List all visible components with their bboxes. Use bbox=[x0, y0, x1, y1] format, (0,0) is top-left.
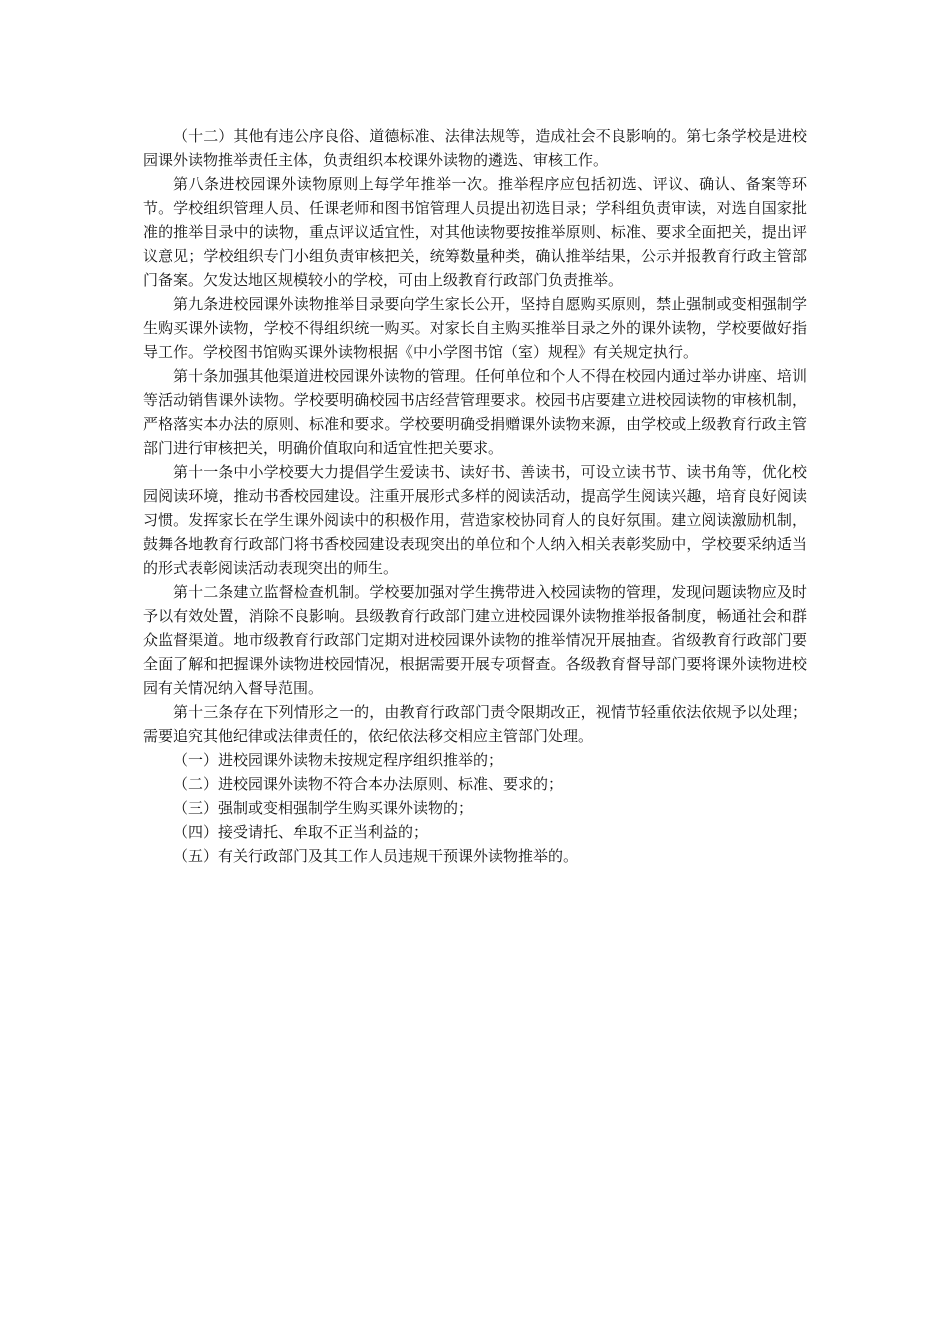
paragraph-item-12-and-article-7: （十二）其他有违公序良俗、道德标准、法律法规等，造成社会不良影响的。第七条学校是进校园课外读物推举责任主体，负责组织本校课外读物的遴选、审核工作。 bbox=[143, 127, 807, 169]
paragraph-article-12: 第十二条建立监督检查机制。学校要加强对学生携带进入校园读物的管理，发现问题读物应及时予以有效处置，消除不良影响。县级教育行政部门建立进校园课外读物推举报备制度，畅通社会和群众监督渠道。地市级教育行政部门定期对进校园课外读物的推举情况开展抽查。省级教育行政部门要全面了解和把握课外读物进校园情况，根据需要开展专项督查。各级教育督导部门要将课外读物进校园有关情况纳入督导范围。 bbox=[143, 583, 807, 697]
paragraph-article-9: 第九条进校园课外读物推举目录要向学生家长公开，坚持自愿购买原则，禁止强制或变相强制学生购买课外读物，学校不得组织统一购买。对家长自主购买推举目录之外的课外读物，学校要做好指导工作。学校图书馆购买课外读物根据《中小学图书馆（室）规程》有关规定执行。 bbox=[143, 295, 807, 361]
paragraph-article-13: 第十三条存在下列情形之一的，由教育行政部门责令限期改正，视情节轻重依法依规予以处理；需要追究其他纪律或法律责任的，依纪依法移交相应主管部门处理。 bbox=[143, 703, 807, 745]
list-item: （一）进校园课外读物未按规定程序组织推举的； bbox=[173, 751, 504, 769]
list-item: （五）有关行政部门及其工作人员违规干预课外读物推举的。 bbox=[173, 847, 579, 865]
list-item: （四）接受请托、牟取不正当利益的； bbox=[173, 823, 429, 841]
list-item: （二）进校园课外读物不符合本办法原则、标准、要求的； bbox=[173, 775, 564, 793]
document-body bbox=[143, 124, 807, 868]
paragraph-article-8: 第八条进校园课外读物原则上每学年推举一次。推举程序应包括初选、评议、确认、备案等环节。学校组织管理人员、任课老师和图书馆管理人员提出初选目录；学科组负责审读，对选自国家批准的推举目录中的读物，重点评议适宜性，对其他读物要按推举原则、标准、要求全面把关，提出评议意见；学校组织专门小组负责审核把关，统筹数量种类，确认推举结果，公示并报教育行政主管部门备案。欠发达地区规模较小的学校，可由上级教育行政部门负责推举。 bbox=[143, 175, 807, 289]
paragraph-article-11: 第十一条中小学校要大力提倡学生爱读书、读好书、善读书，可设立读书节、读书角等，优化校园阅读环境，推动书香校园建设。注重开展形式多样的阅读活动，提高学生阅读兴趣，培育良好阅读习惯。发挥家长在学生课外阅读中的积极作用，营造家校协同育人的良好氛围。建立阅读激励机制，鼓舞各地教育行政部门将书香校园建设表现突出的单位和个人纳入相关表彰奖励中，学校要采纳适当的形式表彰阅读活动表现突出的师生。 bbox=[143, 463, 807, 577]
paragraph-article-10: 第十条加强其他渠道进校园课外读物的管理。任何单位和个人不得在校园内通过举办讲座、培训等活动销售课外读物。学校要明确校园书店经营管理要求。校园书店要建立进校园读物的审核机制，严格落实本办法的原则、标准和要求。学校要明确受捐赠课外读物来源，由学校或上级教育行政主管部门进行审核把关，明确价值取向和适宜性把关要求。 bbox=[143, 367, 807, 457]
list-item: （三）强制或变相强制学生购买课外读物的； bbox=[173, 799, 474, 817]
